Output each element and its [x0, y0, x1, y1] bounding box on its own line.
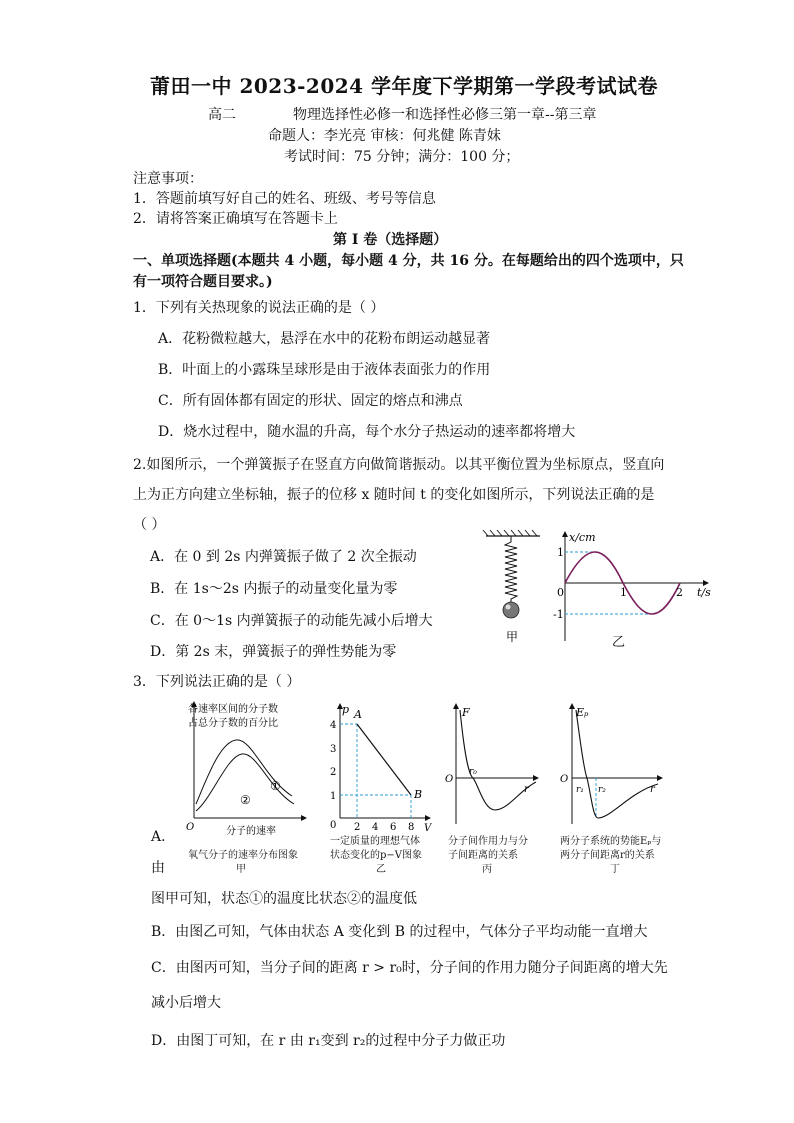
fig-b-ylabel: p [342, 703, 350, 716]
fig-c-ylabel: F [462, 706, 470, 719]
subject-scope: 物理选择性必修一和选择性必修三第一章--第三章 [293, 107, 597, 123]
speed-distribution-figure [182, 698, 310, 846]
fig-a-ylabel: 各速率区间的分子数 [188, 704, 278, 715]
fig-b-xtick: 6 [390, 822, 397, 833]
graph-y-tick: -1 [553, 608, 564, 621]
fig-b-ytick: 2 [330, 767, 337, 778]
q3-option-c-cont: 减小后增大 [151, 995, 221, 1011]
q1-option-a: A．花粉微粒越大，悬浮在水中的花粉布朗运动越显著 [158, 331, 491, 347]
fig-d-origin: O [560, 774, 569, 785]
note-item: 1．答题前填写好自己的姓名、班级、考号等信息 [133, 191, 436, 207]
section-instruction-cont: 有一项符合题目要求。) [133, 274, 273, 290]
q3-stem: 3．下列说法正确的是（ ） [133, 674, 301, 690]
q2-stem-blank: （ ） [133, 517, 166, 533]
graph-x-tick: 1 [620, 586, 627, 599]
fig-d-caption: 两分子系统的势能Eₚ与 [560, 836, 662, 847]
section-title: 第 I 卷（选择题） [333, 232, 448, 248]
fig-c-r0: r₀ [469, 767, 477, 777]
fig-d-label: 丁 [610, 864, 620, 875]
q2-option-d: D．第 2s 末，弹簧振子的弹性势能为零 [150, 644, 397, 660]
q3-option-b: B．由图乙可知，气体由状态 A 变化到 B 的过程中，气体分子平均动能一直增大 [151, 924, 648, 940]
fig-d-caption-cont: 两分子间距离r的关系 [560, 850, 655, 861]
q1-stem: 1．下列有关热现象的说法正确的是（ ） [133, 300, 385, 316]
fig-b-xtick: 4 [372, 822, 379, 833]
fig-a-xlabel: 分子的速率 [226, 826, 276, 837]
section-instruction: 一、单项选择题(本题共 4 小题，每小题 4 分，共 16 分。在每题给出的四个选项中，只 [133, 253, 684, 269]
q1-option-b: B．叶面上的小露珠呈球形是由于液体表面张力的作用 [158, 362, 491, 378]
graph-x-label: t/s [697, 586, 711, 599]
fig-c-origin: O [445, 774, 454, 785]
curve-2-label: ② [240, 793, 251, 807]
page-title: 莆田一中 2023-2024 学年度下学期第一学段考试试卷 [150, 74, 659, 98]
force-distance-figure [440, 700, 544, 830]
q2-option-b: B．在 1s～2s 内振子的动量变化量为零 [150, 581, 398, 597]
q2-stem: 2.如图所示，一个弹簧振子在竖直方向做简谐振动。以其平衡位置为坐标原点，竖直向 [133, 457, 665, 473]
potential-energy-figure [556, 700, 668, 830]
fig-b-ytick: 4 [330, 720, 337, 731]
fig-a-caption: 氧气分子的速率分布图象 [188, 850, 298, 861]
q1-option-d: D．烧水过程中，随水温的升高，每个水分子热运动的速率都将增大 [158, 424, 576, 440]
fig-b-caption-cont: 状态变化的p−V图象 [330, 850, 423, 861]
fig-a-ylabel-cont: 占总分子数的百分比 [188, 718, 278, 729]
q2-stem-cont: 上为正方向建立坐标轴，振子的位移 x 随时间 t 的变化如图所示，下列说法正确的是 [133, 487, 655, 503]
spring-figure-label: 甲 [506, 630, 519, 644]
q3-option-c: C．由图丙可知，当分子间的距离 r > r₀时，分子间的作用力随分子间距离的增大先 [151, 960, 668, 976]
pv-diagram-figure [326, 700, 436, 834]
setters-line: 命题人：李光亮 审核：何兆健 陈青妹 [268, 128, 501, 144]
graph-figure-label: 乙 [612, 635, 626, 650]
fig-a-label: 甲 [236, 864, 246, 875]
fig-b-xtick: 2 [354, 822, 361, 833]
fig-b-label: 乙 [376, 864, 386, 875]
q3-option-a-you: 由 [151, 860, 165, 876]
point-b-label: B [414, 788, 423, 801]
note-item: 2．请将答案正确填写在答题卡上 [133, 211, 338, 227]
fig-c-caption-cont: 子间距离的关系 [448, 850, 518, 861]
q2-option-c: C．在 0～1s 内弹簧振子的动能先减小后增大 [150, 613, 433, 629]
fig-c-caption: 分子间作用力与分 [448, 836, 528, 847]
fig-a-origin: O [186, 822, 195, 833]
q3-option-a-prefix: A． [151, 829, 176, 845]
spring-oscillator-figure [478, 528, 548, 648]
fig-b-xlabel: V [424, 823, 432, 834]
fig-d-xlabel: r [650, 784, 655, 795]
fig-b-xtick: 8 [408, 822, 415, 833]
graph-y-label: x/cm [569, 531, 596, 544]
fig-b-origin: 0 [330, 820, 337, 831]
displacement-time-graph [548, 526, 718, 651]
fig-c-xlabel: r [524, 784, 529, 795]
fig-d-ylabel: Eₚ [576, 706, 589, 719]
fig-d-r2: r₂ [598, 785, 606, 795]
fig-b-ytick: 3 [330, 744, 337, 755]
point-a-label: A [354, 708, 362, 721]
graph-origin: 0 [557, 586, 564, 599]
q1-option-c: C．所有固体都有固定的形状、固定的熔点和沸点 [158, 393, 463, 409]
fig-c-label: 丙 [482, 864, 492, 875]
curve-1-label: ① [270, 779, 281, 793]
graph-y-tick: 1 [557, 546, 564, 559]
q3-option-a: 图甲可知，状态①的温度比状态②的温度低 [151, 891, 417, 907]
fig-b-caption: 一定质量的理想气体 [330, 836, 420, 847]
notes-heading: 注意事项： [133, 171, 203, 187]
grade-label: 高二 [208, 107, 236, 123]
q2-option-a: A．在 0 到 2s 内弹簧振子做了 2 次全振动 [150, 549, 417, 565]
fig-b-ytick: 1 [330, 791, 337, 802]
exam-info: 考试时间：75 分钟；满分：100 分； [284, 149, 520, 165]
graph-x-tick: 2 [676, 586, 683, 599]
q3-option-d: D．由图丁可知，在 r 由 r₁变到 r₂的过程中分子力做正功 [151, 1033, 506, 1049]
fig-d-r1: r₁ [576, 785, 584, 795]
